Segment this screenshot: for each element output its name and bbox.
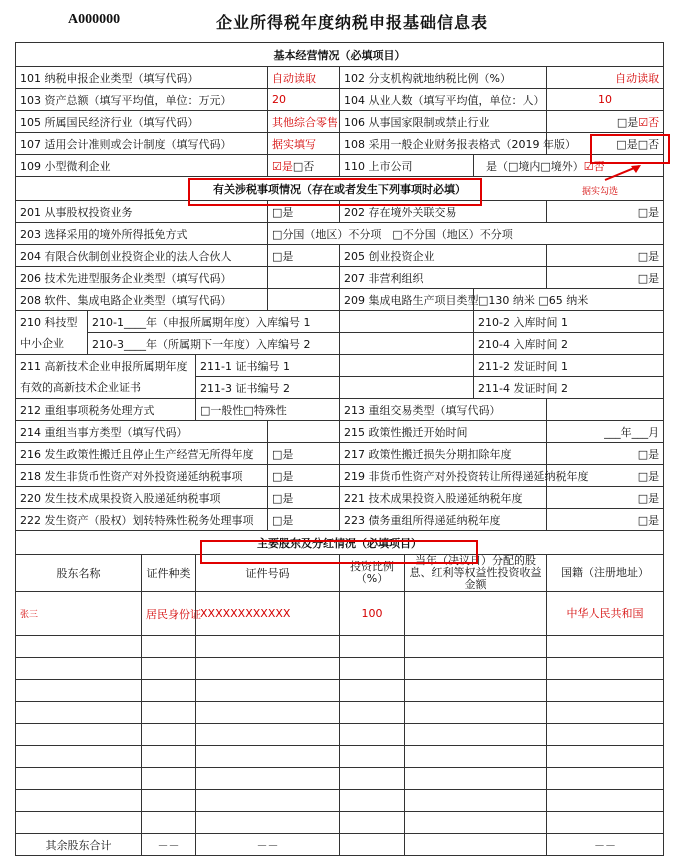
label-103: 103 资产总额（填写平均值，单位：万元）	[16, 89, 268, 111]
checkbox-106-no[interactable]: ☑否	[638, 115, 660, 129]
row-201-202	[16, 201, 664, 223]
value-107[interactable]: 据实填写	[268, 133, 340, 155]
label-211-1: 211-1 证书编号 1	[196, 355, 340, 377]
label-206: 206 技术先进型服务企业类型（填写代码）	[16, 267, 268, 289]
empty-row	[16, 680, 664, 702]
value-222[interactable]: □是	[268, 509, 340, 531]
value-209[interactable]: □130 纳米 □65 纳米	[474, 289, 664, 311]
section-basic-title: 基本经营情况（必填项目）	[16, 43, 664, 67]
empty-row	[16, 768, 664, 790]
label-211-3: 211-3 证书编号 2	[196, 377, 340, 399]
value-210-1[interactable]	[340, 311, 474, 333]
label-211-b: 有效的高新技术企业证书	[16, 377, 196, 399]
label-220: 220 发生技术成果投资入股递延纳税事项	[16, 487, 268, 509]
value-109[interactable]	[268, 155, 340, 177]
row-208-209	[16, 289, 664, 311]
col-header-nationality: 国籍（注册地址）	[547, 555, 664, 592]
label-209: 209 集成电路生产项目类型	[340, 289, 474, 311]
row-101-102	[16, 67, 664, 89]
row-216-217	[16, 443, 664, 465]
label-219: 219 非货币性资产对外投资转让所得递延纳税年度	[340, 465, 547, 487]
row-107-108	[16, 133, 664, 155]
label-215: 215 政策性搬迁开始时间	[340, 421, 547, 443]
form-title: 企业所得税年度纳税申报基础信息表	[216, 13, 489, 32]
annotation-arrow-icon	[595, 160, 655, 186]
value-212[interactable]: □一般性□特殊性	[196, 399, 340, 421]
value-207[interactable]: □是	[547, 267, 664, 289]
value-102[interactable]: 自动读取	[547, 67, 664, 89]
label-217: 217 政策性搬迁损失分期扣除年度	[340, 443, 547, 465]
row-210-a	[16, 311, 664, 333]
row-206-207	[16, 267, 664, 289]
value-217[interactable]: □是	[547, 443, 664, 465]
row-214-215	[16, 421, 664, 443]
checkbox-106-yes[interactable]: □是	[616, 115, 639, 129]
shareholder-nationality[interactable]: 中华人民共和国	[547, 592, 664, 636]
section-basic-row	[16, 43, 664, 67]
tax-info-table	[15, 42, 664, 856]
value-215[interactable]: ___年___月	[547, 421, 664, 443]
label-109: 109 小型微利企业	[16, 155, 268, 177]
col-header-ratio: 投资比例（%）	[340, 555, 405, 592]
label-210-a: 210 科技型	[16, 311, 88, 333]
label-222: 222 发生资产（股权）划转特殊性税务处理事项	[16, 509, 268, 531]
value-204[interactable]: □是	[268, 245, 340, 267]
label-202: 202 存在境外关联交易	[340, 201, 547, 223]
checkbox-109-yes[interactable]: ☑是	[272, 159, 293, 173]
value-211-1[interactable]	[340, 355, 474, 377]
empty-row	[16, 702, 664, 724]
shareholder-row	[16, 592, 664, 636]
label-221: 221 技术成果投资入股递延纳税年度	[340, 487, 547, 509]
row-204-205	[16, 245, 664, 267]
label-205: 205 创业投资企业	[340, 245, 547, 267]
col-header-id-type: 证件种类	[142, 555, 196, 592]
empty-row	[16, 724, 664, 746]
value-221[interactable]: □是	[547, 487, 664, 509]
shareholder-ratio[interactable]: 100	[340, 592, 405, 636]
label-204: 204 有限合伙制创业投资企业的法人合伙人	[16, 245, 268, 267]
footer-ratio[interactable]	[340, 834, 405, 856]
section-tax-matters-row	[16, 177, 664, 201]
label-211-2: 211-2 发证时间 1	[474, 355, 664, 377]
label-223: 223 债务重组所得递延纳税年度	[340, 509, 547, 531]
label-214: 214 重组当事方类型（填写代码）	[16, 421, 268, 443]
label-210-2: 210-2 入库时间 1	[474, 311, 664, 333]
label-210-3: 210-3____年（所属期下一年度）入库编号 2	[88, 333, 340, 355]
annotation-select-tip: 据实勾选	[582, 187, 619, 197]
row-109-110	[16, 155, 664, 177]
value-210-3[interactable]	[340, 333, 474, 355]
shareholder-id-type[interactable]: 居民身份证	[142, 592, 196, 636]
col-header-id-number: 证件号码	[196, 555, 340, 592]
value-211-3[interactable]	[340, 377, 474, 399]
empty-row	[16, 636, 664, 658]
shareholder-id-number[interactable]: XXXXXXXXXXXX	[196, 592, 340, 636]
label-203: 203 选择采用的境外所得抵免方式	[16, 223, 268, 245]
label-201: 201 从事股权投资业务	[16, 201, 268, 223]
label-218: 218 发生非货币性资产对外投资递延纳税事项	[16, 465, 268, 487]
value-213[interactable]	[547, 399, 664, 421]
shareholder-dividend[interactable]	[405, 592, 547, 636]
row-220-221	[16, 487, 664, 509]
checkbox-110-no[interactable]: ☑否	[583, 159, 605, 173]
value-103[interactable]: 20	[268, 89, 340, 111]
form-header	[0, 0, 678, 42]
label-107: 107 适用会计准则或会计制度（填写代码）	[16, 133, 268, 155]
form-code: A000000	[68, 12, 121, 27]
row-222-223	[16, 509, 664, 531]
label-110: 110 上市公司	[340, 155, 474, 177]
label-101: 101 纳税申报企业类型（填写代码）	[16, 67, 268, 89]
row-218-219	[16, 465, 664, 487]
footer-dash-id-number: －－	[196, 834, 340, 856]
empty-row	[16, 658, 664, 680]
section-tax-matters-title: 有关涉税事项情况（存在或者发生下列事项时必填）	[16, 177, 664, 201]
empty-row	[16, 812, 664, 834]
row-210-b	[16, 333, 664, 355]
value-105[interactable]: 其他综合零售	[268, 111, 340, 133]
value-108[interactable]: □是□否	[547, 133, 664, 155]
value-219[interactable]: □是	[547, 465, 664, 487]
label-210-b: 中小企业	[16, 333, 88, 355]
value-218[interactable]: □是	[268, 465, 340, 487]
col-header-dividend: 当年（决议日）分配的股息、红利等权益性投资收益金额	[405, 555, 547, 592]
label-211-a: 211 高新技术企业申报所属期年度	[16, 355, 196, 377]
checkbox-109-no[interactable]: □否	[292, 159, 315, 173]
other-shareholders-label: 其余股东合计	[16, 834, 142, 856]
row-211-a	[16, 355, 664, 377]
label-212: 212 重组事项税务处理方式	[16, 399, 196, 421]
value-203[interactable]: □分国（地区）不分项 □不分国（地区）不分项	[268, 223, 664, 245]
label-216: 216 发生政策性搬迁且停止生产经营无所得年度	[16, 443, 268, 465]
label-108: 108 采用一般企业财务报表格式（2019 年版）	[340, 133, 547, 155]
footer-dividend[interactable]	[405, 834, 547, 856]
label-211-4: 211-4 发证时间 2	[474, 377, 664, 399]
shareholder-footer-row	[16, 834, 664, 856]
value-208[interactable]	[268, 289, 340, 311]
value-206[interactable]	[268, 267, 340, 289]
label-213: 213 重组交易类型（填写代码）	[340, 399, 547, 421]
value-106[interactable]	[547, 111, 664, 133]
section-shareholders-title: 主要股东及分红情况（必填项目）	[16, 531, 664, 555]
checkbox-110-yes[interactable]: 是（□境内□境外）	[486, 159, 584, 173]
value-216[interactable]: □是	[268, 443, 340, 465]
col-header-name: 股东名称	[16, 555, 142, 592]
value-201[interactable]: □是	[268, 201, 340, 223]
label-210-1: 210-1____年（申报所属期年度）入库编号 1	[88, 311, 340, 333]
label-104: 104 从业人数（填写平均值，单位：人）	[340, 89, 547, 111]
label-210-4: 210-4 入库时间 2	[474, 333, 664, 355]
footer-dash-id-type: －－	[142, 834, 196, 856]
label-208: 208 软件、集成电路企业类型（填写代码）	[16, 289, 268, 311]
value-223[interactable]: □是	[547, 509, 664, 531]
value-214[interactable]	[268, 421, 340, 443]
label-106: 106 从事国家限制或禁止行业	[340, 111, 547, 133]
value-101[interactable]: 自动读取	[268, 67, 340, 89]
value-220[interactable]: □是	[268, 487, 340, 509]
shareholder-header-row	[16, 555, 664, 592]
row-212-213	[16, 399, 664, 421]
row-105-106	[16, 111, 664, 133]
value-104[interactable]: 10	[547, 89, 664, 111]
value-202[interactable]: □是	[547, 201, 664, 223]
section-shareholders-row	[16, 531, 664, 555]
empty-row	[16, 790, 664, 812]
label-207: 207 非营利组织	[340, 267, 547, 289]
empty-row	[16, 746, 664, 768]
row-211-b	[16, 377, 664, 399]
footer-dash-nationality: －－	[547, 834, 664, 856]
shareholder-name[interactable]: 张三	[16, 592, 142, 636]
label-102: 102 分支机构就地纳税比例（%）	[340, 67, 547, 89]
label-105: 105 所属国民经济行业（填写代码）	[16, 111, 268, 133]
row-103-104	[16, 89, 664, 111]
row-203	[16, 223, 664, 245]
value-205[interactable]: □是	[547, 245, 664, 267]
